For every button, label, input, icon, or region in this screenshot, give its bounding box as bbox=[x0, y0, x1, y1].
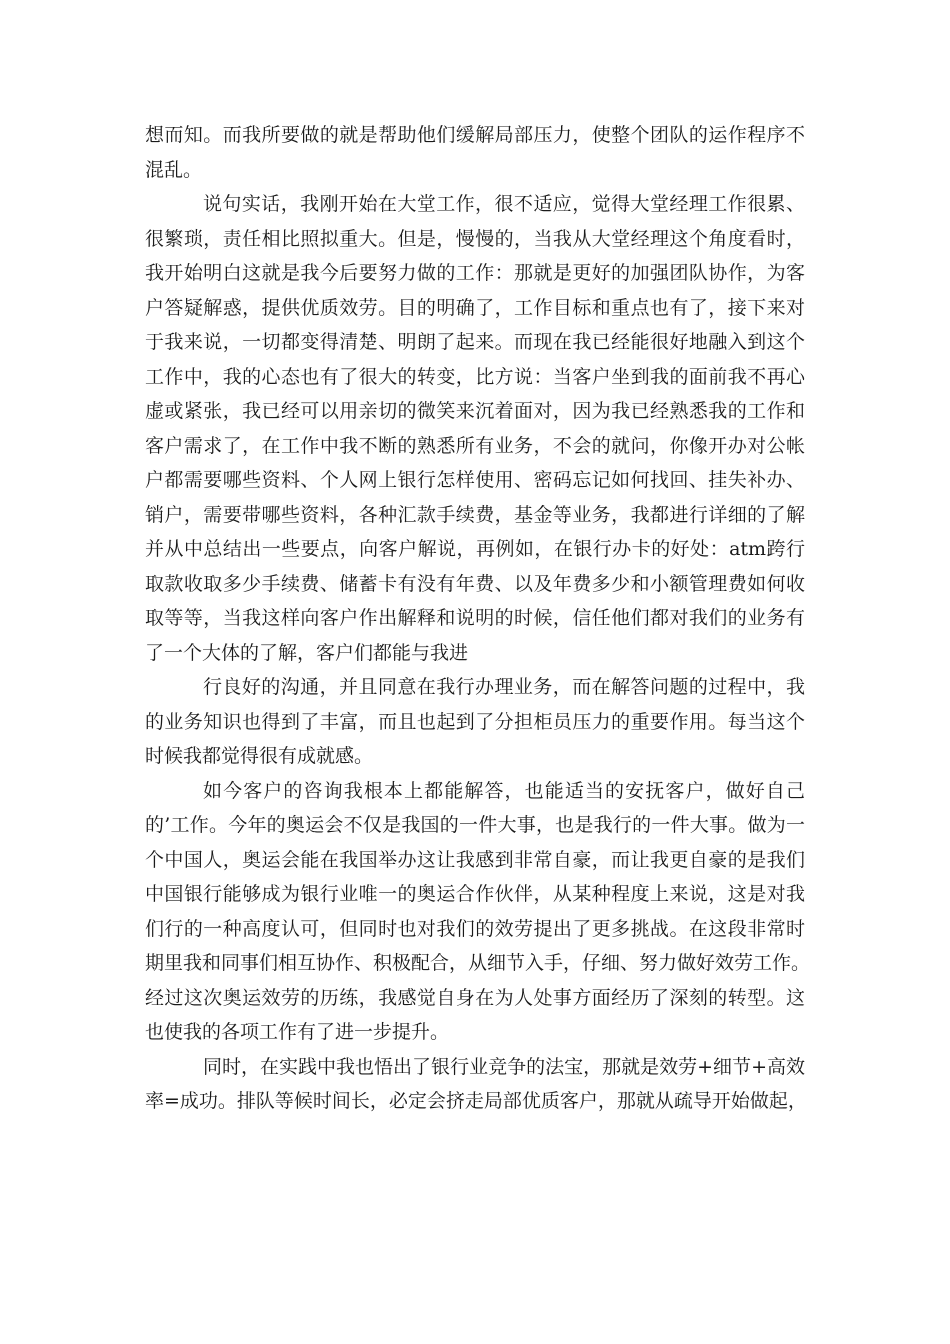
text-line: 想而知。而我所要做的就是帮助他们缓解局部压力，使整个团队的运作程序不 bbox=[145, 124, 805, 146]
text-line: 如今客户的咨询我根本上都能解答，也能适当的安抚客户，做好自己 bbox=[203, 779, 805, 802]
paragraph bbox=[145, 1050, 805, 1119]
text-line: 经过这次奥运效劳的历练，我感觉自身在为人处事方面经历了深刻的转型。这 bbox=[145, 986, 805, 1009]
text-line: 率=成功。排队等候时间长，必定会挤走局部优质客户，那就从疏导开始做起， bbox=[145, 1090, 807, 1112]
text-line: 时候我都觉得很有成就感。 bbox=[145, 745, 374, 767]
text-line: 工作中，我的心态也有了很大的转变，比方说：当客户坐到我的面前我不再心 bbox=[145, 365, 805, 388]
text-line: 的业务知识也得到了丰富，而且也起到了分担柜员压力的重要作用。每当这个 bbox=[145, 710, 805, 733]
text-line: 期里我和同事们相互协作、积极配合，从细节入手，仔细、努力做好效劳工作。 bbox=[145, 952, 811, 974]
paragraph bbox=[145, 187, 805, 670]
text-line: 们行的一种高度认可，但同时也对我们的效劳提出了更多挑战。在这段非常时 bbox=[145, 917, 805, 940]
paragraph bbox=[145, 670, 805, 774]
text-line: 中国银行能够成为银行业唯一的奥运合作伙伴，从某种程度上来说，这是对我 bbox=[145, 883, 805, 905]
text-line: 取款收取多少手续费、储蓄卡有没有年费、以及年费多少和小额管理费如何收 bbox=[145, 572, 805, 595]
text-line: 了一个大体的了解，客户们都能与我进 bbox=[145, 641, 469, 664]
text-line: 销户，需要带哪些资料，各种汇款手续费，基金等业务，我都进行详细的了解 bbox=[145, 503, 805, 526]
text-line: 的’工作。今年的奥运会不仅是我国的一件大事，也是我行的一件大事。做为一 bbox=[145, 814, 805, 836]
text-line: 行良好的沟通，并且同意在我行办理业务，而在解答问题的过程中，我 bbox=[203, 676, 805, 698]
text-line: 说句实话，我刚开始在大堂工作，很不适应，觉得大堂经理工作很累、 bbox=[203, 193, 805, 215]
document-body bbox=[145, 118, 811, 1119]
text-line: 户都需要哪些资料、个人网上银行怎样使用、密码忘记如何找回、挂失补办、 bbox=[145, 469, 805, 491]
paragraph bbox=[145, 118, 805, 187]
text-line: 虚或紧张，我已经可以用亲切的微笑来沉着面对，因为我已经熟悉我的工作和 bbox=[145, 400, 805, 422]
text-line: 也使我的各项工作有了进一步提升。 bbox=[145, 1021, 450, 1043]
text-line: 于我来说，一切都变得清楚、明朗了起来。而现在我已经能很好地融入到这个 bbox=[145, 331, 805, 353]
text-line: 混乱。 bbox=[145, 158, 203, 181]
paragraph bbox=[145, 774, 811, 1050]
text-line: 个中国人，奥运会能在我国举办这让我感到非常自豪，而让我更自豪的是我们 bbox=[145, 848, 805, 871]
text-line: 并从中总结出一些要点，向客户解说，再例如，在银行办卡的好处：atm跨行 bbox=[145, 538, 805, 560]
text-line: 我开始明白这就是我今后要努力做的工作：那就是更好的加强团队协作，为客 bbox=[145, 262, 805, 284]
text-line: 客户需求了，在工作中我不断的熟悉所有业务，不会的就问，你像开办对公帐 bbox=[145, 434, 805, 457]
text-line: 同时，在实践中我也悟出了银行业竞争的法宝，那就是效劳+细节+高效 bbox=[203, 1055, 805, 1078]
text-line: 取等等，当我这样向客户作出解释和说明的时候，信任他们都对我们的业务有 bbox=[145, 607, 805, 629]
text-line: 很繁琐，责任相比照拟重大。但是，慢慢的，当我从大堂经理这个角度看时， bbox=[145, 227, 805, 250]
text-line: 户答疑解惑，提供优质效劳。目的明确了，工作目标和重点也有了，接下来对 bbox=[145, 296, 805, 319]
